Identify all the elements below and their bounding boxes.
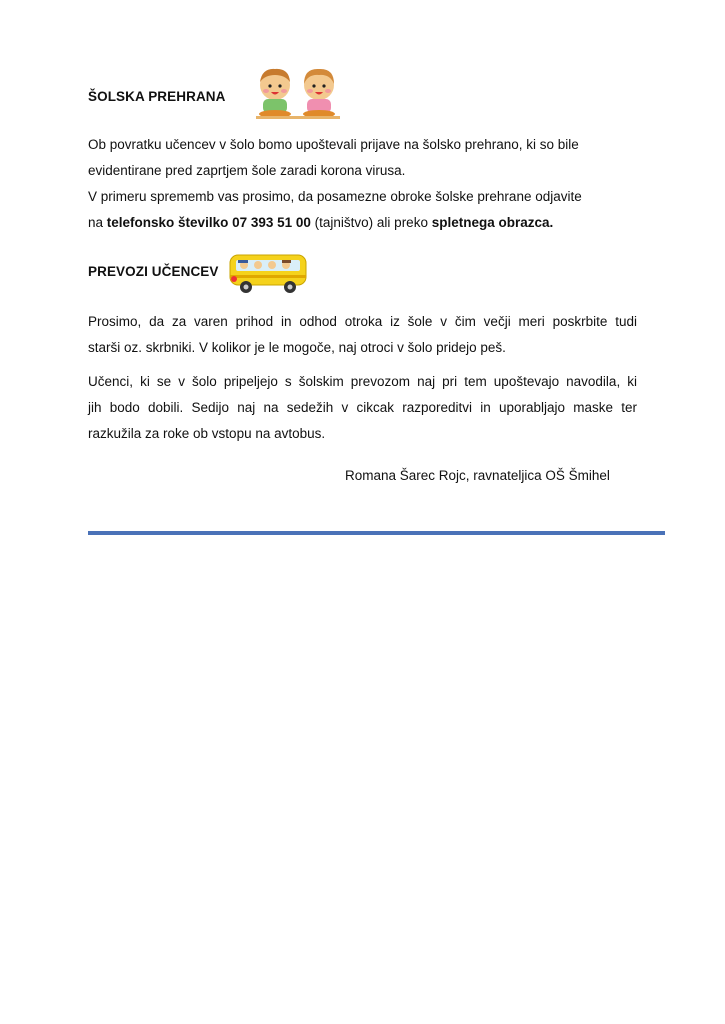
paragraph-line xyxy=(88,210,628,236)
school-meals-paragraph xyxy=(88,132,628,236)
online-form-link[interactable]: spletnega obrazca. xyxy=(431,215,554,230)
signature: Romana Šarec Rojc, ravnateljica OŠ Šmihel xyxy=(345,468,610,483)
school-bus-icon xyxy=(228,251,310,295)
phone-number: telefonsko številko 07 393 51 00 xyxy=(106,215,311,230)
section-heading-school-meals: ŠOLSKA PREHRANA xyxy=(88,89,226,104)
section-heading-student-transport: PREVOZI UČENCEV xyxy=(88,264,219,279)
line-middle: (tajništvo) ali preko xyxy=(310,215,432,230)
children-eating-icon xyxy=(252,66,344,124)
transport-paragraph-2 xyxy=(88,369,637,447)
line-prefix: na xyxy=(88,215,107,230)
paragraph-line: starši oz. skrbniki. V kolikor je le mogoče, naj otroci v šolo pridejo peš. xyxy=(88,340,506,355)
paragraph-line: razkužila za roke ob vstopu na avtobus. xyxy=(88,426,326,441)
paragraph-line: Učenci, ki se v šolo pripeljejo s šolskim prevozom naj pri tem upoštevajo navodila, ki xyxy=(88,374,637,389)
horizontal-divider xyxy=(88,531,665,535)
paragraph-line: jih bodo dobili. Sedijo naj na sedežih v cikcak razporeditvi in uporabljajo maske ter xyxy=(88,400,637,415)
paragraph-line: Ob povratku učencev v šolo bomo upoštevali prijave na šolsko prehrano, ki so bile xyxy=(88,137,579,152)
paragraph-line: V primeru sprememb vas prosimo, da posamezne obroke šolske prehrane odjavite xyxy=(88,189,582,204)
transport-paragraph-1 xyxy=(88,309,637,361)
paragraph-line: evidentirane pred zaprtjem šole zaradi korona virusa. xyxy=(88,163,406,178)
paragraph-line: Prosimo, da za varen prihod in odhod otroka iz šole v čim večji meri poskrbite tudi xyxy=(88,314,637,329)
